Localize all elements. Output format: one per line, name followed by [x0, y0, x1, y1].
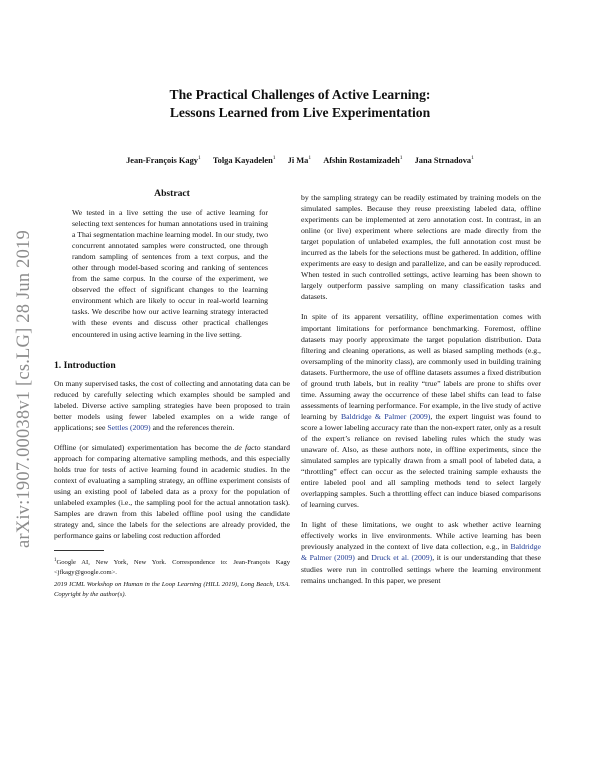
affiliation-mark: 1 [471, 155, 474, 161]
right-paragraph-2 [301, 311, 541, 510]
title-block [0, 86, 600, 122]
intro-paragraph-2 [54, 442, 290, 541]
affiliation-mark: 1 [399, 155, 403, 161]
right-paragraph-1: by the sampling strategy can be readily estimated by training models on the simulated samples. Because they reuse preexisting labeled data, offline experiments can be implemented at zero annotation cost. In contrast, in an online (or live) experiment where selections are made directly from the target population of unlabeled examples, the full annotation cost must be incurred as the labels for the selections must be gathered. In addition, offline experiments are easy to design and parallelize, and can be easily reproduced. When tested in such controlled settings, active learning has been shown to largely outperform passive sampling on many classification tasks and datasets. [301, 193, 541, 302]
author-name: Afshin Rostamizadeh [323, 155, 400, 165]
author-name: Jana Strnadova [414, 155, 472, 165]
venue-footnote: 2019 ICML Workshop on Human in the Loop Learning (HILL 2019), Long Beach, USA. Copyright by the author(s). [54, 581, 290, 598]
affiliation-mark: 1 [308, 155, 312, 161]
text-run: and [354, 553, 372, 563]
citation-link[interactable]: Baldridge & Palmer (2009) [340, 411, 431, 421]
text-run: On many supervised tasks, the cost of collecting and annotating data can be reduced by carefully selecting which examples should be sampled and labeled. Diverse active sampling strategies have been proposed to train better models using fewer labeled examples on a wide range of applications; see [54, 378, 290, 432]
text-run: In light of these limitations, we ought to ask whether active learning effectively works in live environments. While active learning has been previously analyzed in the context of live data collection, e.g., in [301, 520, 541, 552]
abstract-heading: Abstract [154, 188, 190, 199]
text-run: , the expert linguist was found to score a lower labeling accuracy rate than the non-expert rater, only as a result of the expert’s reliance on revised labeling rules which the study was unaware of. Also, as these authors note, in offline experiments, since the simulated samples are typically drawn from a small pool of labeled data, a “throttling” effect can occur as the selected training sample exhausts the entire labeled pool and all sampling methods tend to select largely overlapping samples. Such a throttling effect can induce biased comparisons of learning curves. [301, 411, 541, 510]
section-heading-introduction: 1. Introduction [54, 359, 116, 371]
affiliation-footnote [54, 556, 290, 577]
right-paragraph-3 [301, 519, 541, 585]
author-list [0, 155, 600, 165]
author [288, 156, 311, 165]
author-name: Tolga Kayadelen [212, 155, 273, 165]
affiliation-mark: 1 [198, 155, 201, 161]
paper-title-line-2: Lessons Learned from Live Experimentation [169, 105, 431, 120]
intro-paragraph-1 [54, 378, 290, 433]
author [323, 156, 402, 165]
text-run: Offline (or simulated) experimentation has become the [54, 442, 235, 452]
arxiv-identifier[interactable]: arXiv:1907.00038v1 [cs.LG] 28 Jun 2019 [14, 230, 34, 548]
emphasis-text: de facto [234, 442, 261, 452]
left-column [54, 188, 290, 602]
author [415, 156, 474, 165]
citation-link[interactable]: Druck et al. (2009) [371, 553, 433, 563]
text-run: In spite of its apparent versatility, offline experimentation comes with important limitations for performance benchmarking. Foremost, offline datasets may poorly approximate the target population distribution. Data filtering and cleaning operations, as well as biased sampling methods (e.g., oversampling of the minority class), are commonly used in building training datasets. Furthermore, the use of offline datasets assumes a fixed distribution of ground truth labels, but in reality “true” labels are prone to shifts over time. Assuming away the occurrence of these label shifts can lead to false assessments of learning performance. For example, in the live study of active learning by [301, 312, 541, 421]
footnote-text: Google AI, New York, New York. Correspondence to: Jean-François Kagy <jfkagy@google.com>. [54, 559, 290, 576]
text-run: and the references therein. [150, 422, 235, 432]
author [126, 156, 201, 165]
citation-link[interactable]: Baldridge & Palmer (2009) [301, 542, 541, 563]
citation-link[interactable]: Settles (2009) [107, 422, 151, 432]
author-name: Ji Ma [287, 155, 309, 165]
paper-title-line-1: The Practical Challenges of Active Learning: [169, 87, 431, 102]
author [213, 156, 276, 165]
text-run: , it is our understanding that these studies were run in controlled settings where the learning environment remains unchanged. In this paper, we present [301, 553, 541, 585]
abstract-text: We tested in a live setting the use of active learning for selecting text sentences for human annotations used in training a Thai segmentation machine learning model. In our study, two concurrent annotated samples were constructed, one through random sampling of sentences from a text corpus, and the other through model-based scoring and ranking of sentences from the same corpus. In the course of the experiment, we observed the effect of significant changes to the learning environment which are likely to occur in real-world learning tasks. We describe how our active learning strategy interacted with these events and discuss other practical challenges encountered in using active learning in the live setting. [72, 208, 268, 339]
text-run: standard approach for comparing alternative sampling methods, and this especially holds true for tests of active learning found in academic studies. In the context of evaluating a sampling strategy, an offline experiment consists of using an existing pool of labeled data as a proxy for the population of unlabeled examples (i.e., the sampling pool for the actual annotation task). Samples are drawn from this labeled offline pool using the candidate strategy and, since the labels for the selections are already provided, the performance gains or labeling cost reduction afforded [54, 442, 290, 541]
affiliation-mark: 1 [272, 155, 276, 161]
author-name: Jean-François Kagy [126, 155, 198, 165]
footnote-rule [54, 550, 104, 551]
right-column [301, 192, 541, 595]
footnote-mark: 1 [54, 558, 57, 564]
